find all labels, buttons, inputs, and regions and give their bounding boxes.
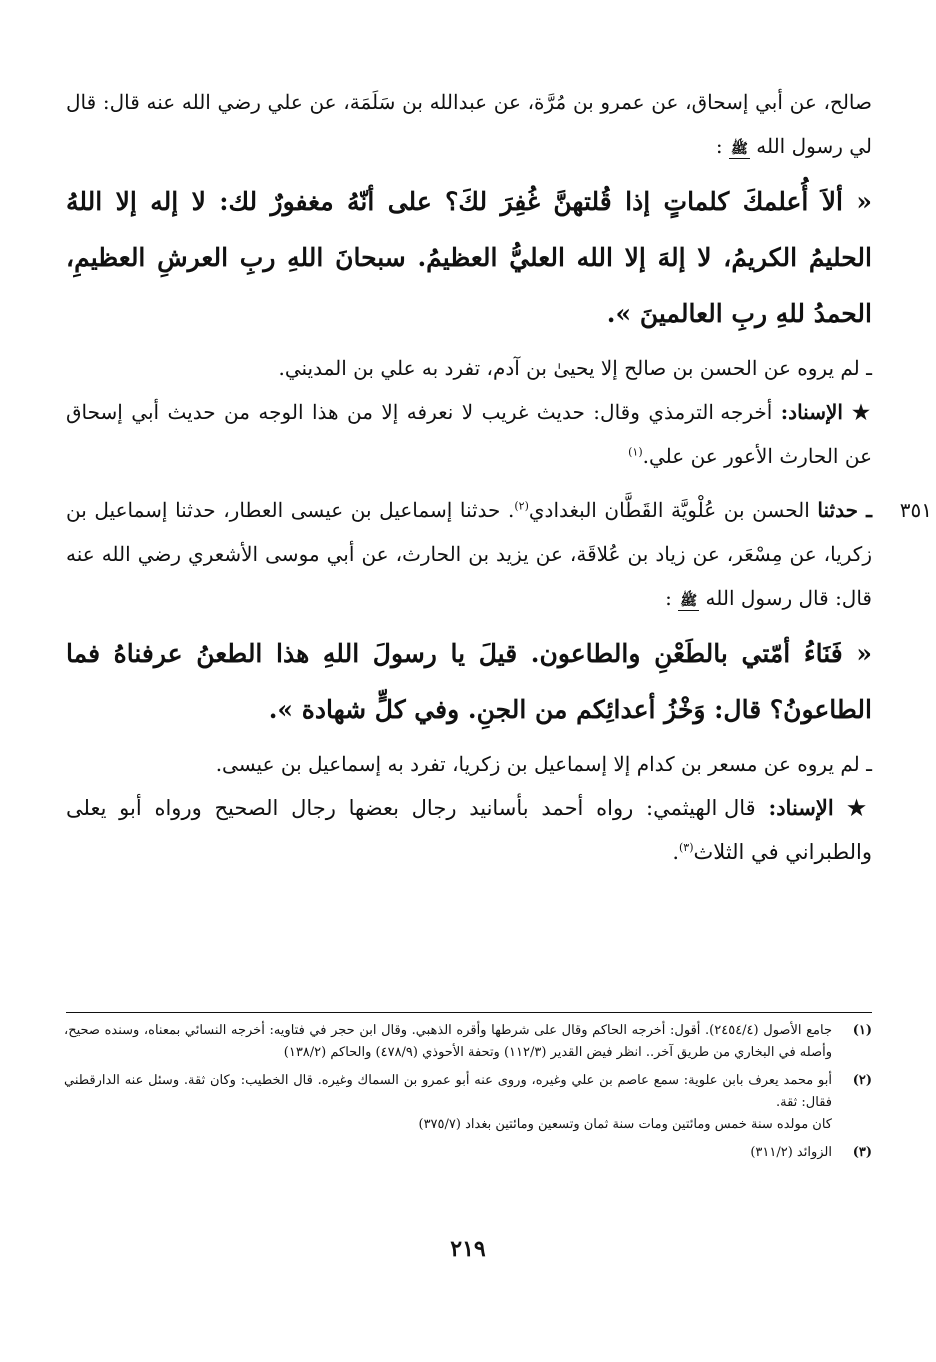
footnote-1	[64, 1020, 872, 1064]
hadith-text-1: « ألاَ أُعلمكَ كلماتٍ إذا قُلتهنَّ غُفِرَ لكَ؟ على أنّهُ مغفورٌ لك: لا إله إلا اللهُ الحليمُ الكريمُ، لا إلهَ إلا الله العليُّ العظيمُ. سبحانَ اللهِ ربِ العرشِ العظيمِ، الحمدُ للهِ ربِ العالمينَ ».	[66, 187, 872, 328]
chain-paragraph-1	[66, 80, 872, 168]
isnad-label: ★ الإسناد:	[780, 400, 872, 424]
salutation-glyph: ﷺ	[730, 141, 748, 157]
chain-text-2b: . حدثنا إسماعيل بن عيسى العطار، حدثنا إسماعيل بن زكريا، عن مِسْعَر، عن زياد بن عُلاقَة، عن يزيد بن الحارث، عن أبي موسى الأشعري رضي الله عنه قال: قال رسول الله	[66, 498, 872, 610]
main-text	[66, 80, 932, 874]
footnote-ref-3: (٣)	[679, 841, 694, 854]
colon-2: :	[665, 586, 672, 610]
footnote-text: كان مولده سنة خمس ومائتين ومات سنة ثمان وتسعين ومائتين بغداد (٣٧٥/٧)	[418, 1117, 832, 1132]
salutation-glyph-2: ﷺ	[680, 593, 698, 609]
isnad-label-2: ★ الإسناد:	[768, 795, 872, 820]
hadith-number: ٣٥١	[899, 498, 932, 522]
footnote-text: الزوائد (٣١١/٢)	[750, 1145, 832, 1160]
footnote-mark: (١)	[852, 1023, 872, 1038]
footnote-text: أبو محمد يعرف بابن علوية: سمع عاصم بن علي وغيره، وروى عنه أبو عمرو بن السماك وغيره. قال الخطيب: وكان ثقة. وسئل عنه الدارقطني فقال: ثقة.	[64, 1073, 832, 1110]
footnote-mark: (٢)	[852, 1073, 872, 1088]
footnote-divider	[66, 1012, 872, 1013]
footnote-mark: (٣)	[852, 1145, 872, 1160]
footnotes-section	[64, 1020, 872, 1170]
hadith-text-2: « فَنَاءُ أمّتي بالطَعْنِ والطاعون. قيلَ يا رسولَ اللهِ هذا الطعنُ عرفناهُ فما الطاعونُ؟ قال: وَخْزُ أعدائِكم من الجنِ. وفي كلٍّ شهادة ».	[66, 639, 872, 724]
footnote-ref-1: (١)	[628, 445, 643, 459]
chain-paragraph-2	[66, 488, 872, 620]
chain-text-2a: الحسن بن عُلْويَّة القَطَّان البغدادي	[528, 498, 810, 522]
narration-note-1: ـ لم يروه عن الحسن بن صالح إلا يحيىٰ بن آدم، تفرد به علي بن المديني.	[278, 356, 872, 380]
colon: :	[715, 134, 723, 158]
footnote-text: جامع الأصول (٢٤٥٤/٤). أقول: أخرجه الحاكم وقال على شرطها وأقره الذهبي. وقال ابن حجر في فتاويه: أخرجه النسائي بمعناه، وسنده صحيح، وأصله في البخاري من طريق آخر.. انظر فيض القدير (١١٢/٣) وتحفة الأحوذي (٤٧٨/٩) والحاكم (١٣٨/٢)	[64, 1023, 832, 1060]
period: .	[672, 840, 679, 864]
isnad-paragraph-1	[66, 390, 872, 478]
haddathana-label: ـ حدثنا	[817, 498, 872, 522]
chain-text-1: صالح، عن أبي إسحاق، عن عمرو بن مُرَّة، عن عبدالله بن سَلَمَة، عن علي رضي الله عنه قال: قال لي رسول الله	[66, 90, 872, 158]
footnote-3	[64, 1142, 872, 1164]
narration-note-2: ـ لم يروه عن مسعر بن كدام إلا إسماعيل بن زكريا، تفرد به إسماعيل بن عيسى.	[215, 752, 872, 776]
isnad-paragraph-2	[66, 786, 872, 874]
footnote-2	[64, 1070, 872, 1136]
isnad-text-2: قال الهيثمي: رواه أحمد بأسانيد رجال بعضها رجال الصحيح ورواه أبو يعلى والطبراني في الثلاث	[66, 796, 872, 864]
page-number: ٢١٩	[450, 1236, 486, 1262]
hadith-entry-351	[66, 488, 932, 620]
isnad-text-1: أخرجه الترمذي وقال: حديث غريب لا نعرفه إلا من هذا الوجه من حديث أبي إسحاق عن الحارث الأعور عن علي.	[66, 400, 872, 468]
footnote-ref-2: (٢)	[514, 499, 529, 513]
